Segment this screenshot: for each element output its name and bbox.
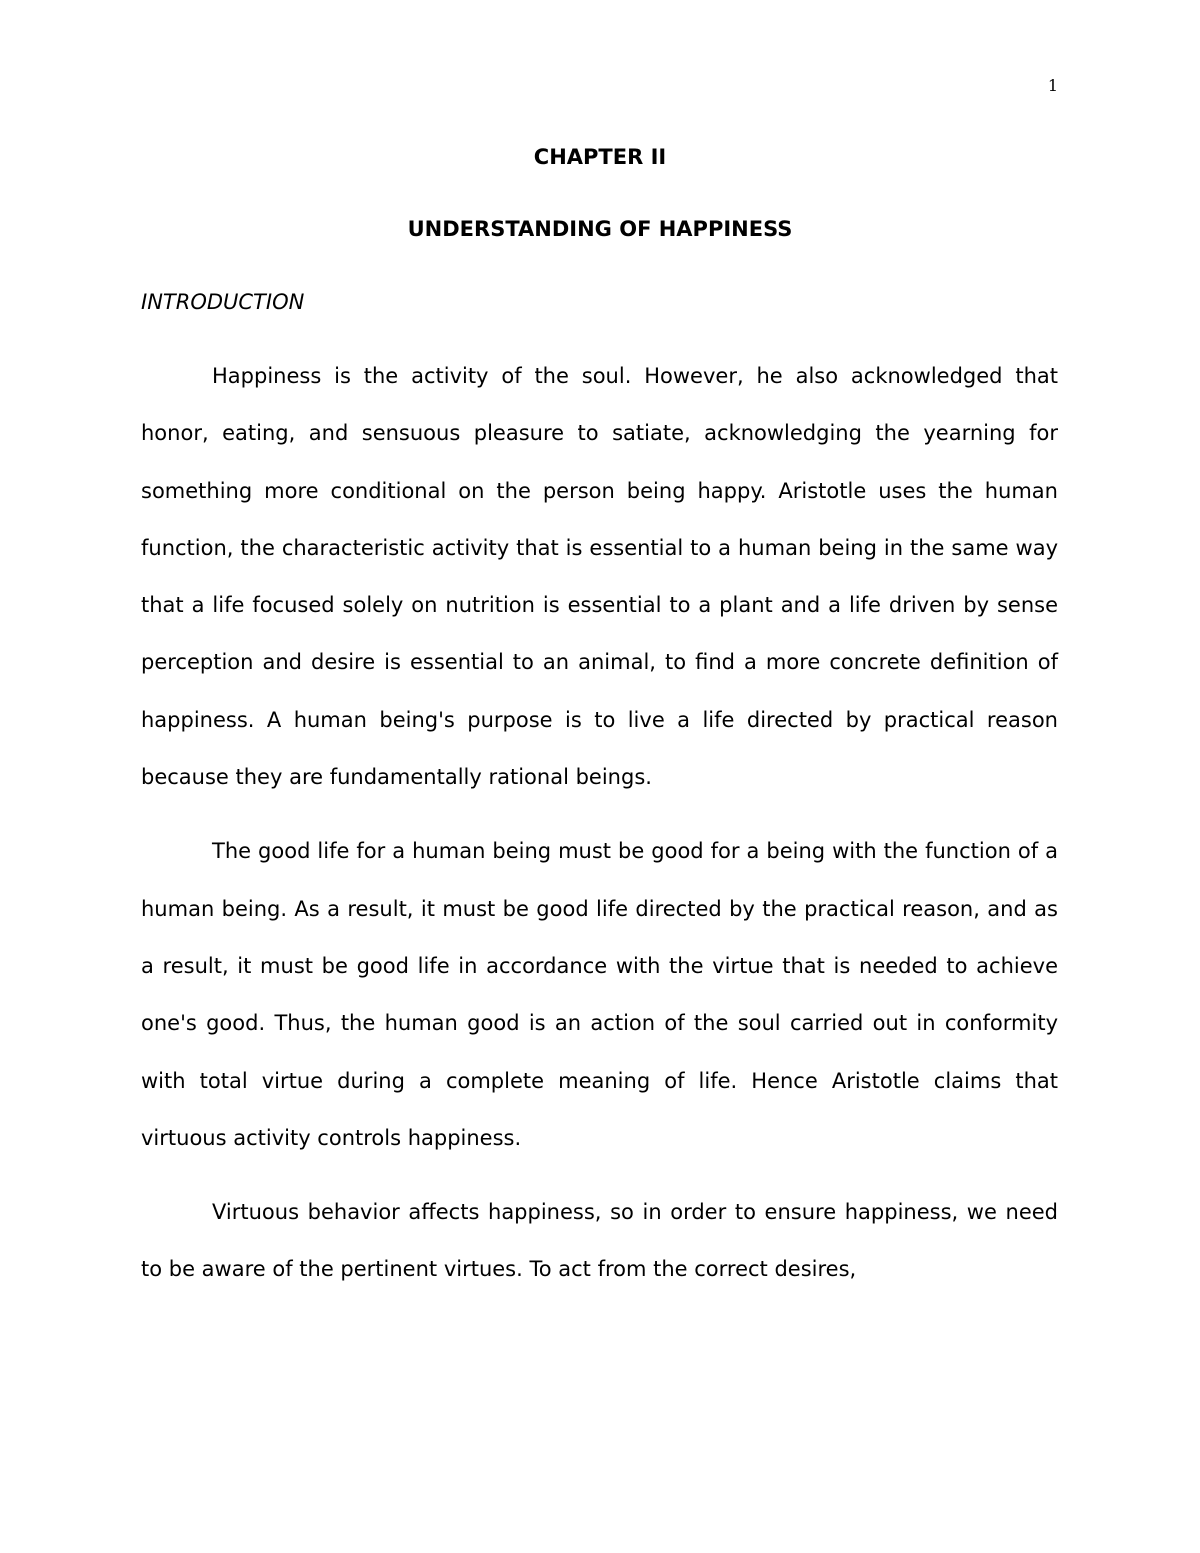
section-heading: INTRODUCTION bbox=[141, 290, 305, 314]
page-number: 1 bbox=[1047, 76, 1058, 95]
body-text bbox=[141, 348, 1058, 1316]
chapter-title: UNDERSTANDING OF HAPPINESS bbox=[407, 217, 793, 241]
paragraph: Virtuous behavior affects happiness, so in order to ensure happiness, we need to be aware of the pertinent virtues. To act from the correct desires, bbox=[141, 1200, 1058, 1282]
chapter-label: CHAPTER II bbox=[533, 145, 667, 169]
paragraph: Happiness is the activity of the soul. However, he also acknowledged that honor, eating, and sensuous pleasure to satiate, acknowledging the yearning for something more conditional on the person being happy. Aristotle uses the human function, the characteristic activity that is essential to a human being in the same way that a life focused solely on nutrition is essential to a plant and a life driven by sense perception and desire is essential to an animal, to find a more concrete definition of happiness. A human being's purpose is to live a life directed by practical reason because they are fundamentally rational beings. bbox=[141, 364, 1058, 790]
paragraph: The good life for a human being must be good for a being with the function of a human being. As a result, it must be good life directed by the practical reason, and as a result, it must be good life in accordance with the virtue that is needed to achieve one's good. Thus, the human good is an action of the soul carried out in conformity with total virtue during a complete meaning of life. Hence Aristotle claims that virtuous activity controls happiness. bbox=[141, 839, 1058, 1150]
